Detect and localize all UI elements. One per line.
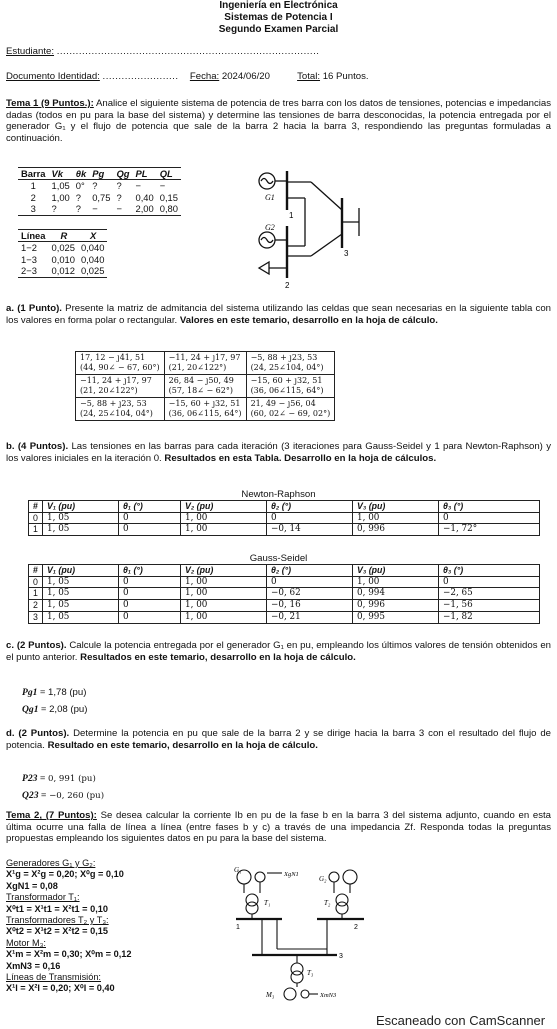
col-theta1: θ₁ (°) [119, 501, 181, 513]
data-value: XmN3 = 0,16 [6, 960, 61, 971]
data-heading: Líneas de Transmisión: [6, 972, 101, 983]
table-row: 0 1, 05 0 1, 00 0 1, 00 0 [29, 576, 540, 588]
cell: 1−2 [21, 242, 37, 254]
generator-g2-icon [343, 870, 357, 884]
line-header-x: X [89, 230, 97, 241]
cell: 0,75 [92, 191, 111, 203]
col-v2: V₂ (pu) [181, 501, 267, 513]
pg1-label: Pg1 = [22, 687, 46, 698]
part-a-text: Presente la matriz de admitancia del sistema utilizando las celdas que sean necesarias en la siguiente tabla con los valores en forma polar o rectangular. [6, 303, 551, 326]
q23-answer [22, 790, 104, 802]
data-value: X⁰t2 = X¹t2 = X²t2 = 0,15 [6, 926, 108, 937]
cell: ? [116, 180, 122, 192]
part-b-bold: Resultados en esta Tabla. Desarrollo en la hoja de cálculos. [164, 452, 437, 464]
ybus-cell-12: −11, 24 + ȷ17, 97 (21, 20∠122°) [164, 352, 246, 375]
line-row [18, 265, 107, 277]
cell: 0,025 [51, 242, 75, 254]
nr-table-wrap [28, 500, 540, 536]
m3-label: M₃ [266, 991, 275, 999]
cell: 1−3 [21, 253, 37, 265]
ybus-table [75, 351, 335, 421]
bus-header-thetak: θk [75, 168, 87, 179]
p23-answer [22, 773, 96, 785]
cell: 0,40 [135, 191, 154, 203]
cell: 0,040 [80, 253, 105, 265]
bus1-label: 1 [236, 924, 240, 931]
cell: 3 [30, 203, 36, 215]
col-v1: V₁ (pu) [43, 501, 119, 513]
exam-header [0, 0, 557, 36]
ybus-cell-31: −5, 88 + ȷ23, 53 (24, 25∠104, 04°) [76, 398, 165, 421]
cell: − [92, 203, 98, 215]
nr-title: Newton-Raphson [241, 489, 316, 500]
tema1-title: Tema 1 (9 Puntos.): [6, 98, 94, 109]
bus-header-ql: QL [159, 168, 173, 179]
table-row: 1 1, 05 0 1, 00 −0, 14 0, 996 −1, 72° [29, 524, 540, 536]
data-heading: Motor M₃: [6, 937, 46, 948]
fault-system-diagram [222, 863, 374, 1005]
ybus-cell-11: 17, 12 − ȷ41, 51 (44, 90∠ − 67, 60°) [76, 352, 165, 375]
t1-label: T₁ [264, 899, 271, 907]
line-row [18, 254, 107, 265]
bus-row [18, 192, 181, 203]
cell: 1 [30, 180, 36, 192]
col-theta2: θ₂ (°) [267, 501, 353, 513]
doc-row [6, 71, 551, 83]
g1-label: G₁ [234, 866, 242, 874]
g1-label: G1 [265, 193, 275, 202]
scanner-watermark: Escaneado con CamScanner [376, 1013, 546, 1028]
t2-label: T₂ [324, 899, 331, 907]
part-a-label: a. (1 Punto). [6, 303, 62, 314]
line-row [18, 242, 107, 254]
bus1-label: 1 [289, 211, 294, 220]
qg1-value: 2,08 (pu) [49, 704, 88, 715]
total-label: Total: [297, 71, 321, 82]
cell: 0,15 [159, 191, 178, 203]
part-c-label: c. (2 Puntos). [6, 640, 67, 651]
bus-header-vk: Vk [51, 168, 63, 179]
header-course: Sistemas de Potencia I [224, 12, 333, 23]
ybus-cell-32: −15, 60 + ȷ32, 51 (36, 06∠115, 64°) [164, 398, 246, 421]
cell: 0,025 [80, 265, 105, 277]
line-header-r: R [60, 230, 68, 241]
cell: ? [51, 203, 57, 215]
cell: 1,05 [51, 180, 70, 192]
col-theta3: θ₃ (°) [439, 501, 540, 513]
cell: − [116, 203, 122, 215]
load-arrow-icon [259, 262, 269, 274]
part-b-text: Las tensiones en las barras para cada iteración (3 iteraciones para Gauss-Seidel y 1 para Newton-Raphson) y los valores iniciales en la iteración 0. [6, 441, 551, 464]
part-d-paragraph [6, 728, 551, 751]
part-a-paragraph [6, 303, 551, 326]
ybus-row-3 [76, 398, 335, 421]
tema2-paragraph [6, 810, 551, 845]
bus-header-pg: Pg [92, 168, 105, 179]
ybus-cell-13: −5, 88 + ȷ23, 53 (24, 25∠104, 04°) [246, 352, 335, 375]
data-value: X⁰t1 = X¹t1 = X²t1 = 0,10 [6, 903, 108, 914]
line-data-table-wrap [18, 229, 107, 278]
doc-label: Documento Identidad: [6, 71, 100, 82]
xgn1-label: XgN1 [284, 871, 299, 878]
data-value: X¹m = X²m = 0,30; X⁰m = 0,12 [6, 949, 132, 960]
bus-header-barra: Barra [21, 168, 46, 179]
ybus-cell-21: −11, 24 + ȷ17, 97 (21, 20∠122°) [76, 375, 165, 398]
data-heading: Transformador T₁: [6, 892, 80, 903]
cell: 0,80 [159, 203, 178, 215]
col-index: # [29, 565, 43, 577]
cell: 0,012 [51, 265, 75, 277]
cell: ? [116, 191, 122, 203]
part-b-paragraph [6, 441, 551, 464]
bus-data-table-wrap [18, 167, 181, 216]
bus-header-qg: Qg [116, 168, 130, 179]
cell: 0,040 [80, 242, 105, 254]
cell: ? [92, 180, 98, 192]
student-label: Estudiante: [6, 46, 55, 57]
ybus-cell-22: 26, 84 − ȷ50, 49 (57, 18∠ − 62°) [164, 375, 246, 398]
tema1-text: Analice el siguiente sistema de potencia de tres barra con los datos de tensiones, potencias e impedancias dadas (todos en pu para la base del sistema) y determine las tensiones de barra desconocidas, la potencia entregada por el generador G₁ y el flujo de potencia que sale de la barra 2 hacia la barra 3, respondiendo las preguntas formuladas a continuación. [6, 98, 552, 145]
t3-label: T₃ [307, 969, 314, 977]
xmn3-label: XmN3 [320, 992, 337, 999]
doc-dots: ........................ [102, 71, 179, 82]
date-label: Fecha: [189, 71, 220, 82]
table-row: 0 1, 05 0 1, 00 0 1, 00 0 [29, 512, 540, 524]
motor-m3-icon [284, 988, 296, 1000]
gs-title: Gauss-Seidel [249, 553, 308, 564]
header-exam: Segundo Examen Parcial [218, 24, 339, 35]
data-value: X¹g = X²g = 0,20; X⁰g = 0,10 [6, 869, 124, 880]
bus-row [18, 180, 181, 192]
ybus-cell-23: −15, 60 + ȷ32, 51 (36, 06∠115, 64°) [246, 375, 335, 398]
p23-value: 0, 991 (pu) [48, 774, 96, 784]
col-theta1: θ₁ (°) [119, 565, 181, 577]
tema1-paragraph [6, 98, 551, 145]
bus2-label: 2 [285, 281, 290, 290]
data-value: XgN1 = 0,08 [6, 880, 58, 891]
ybus-row-1 [76, 352, 335, 375]
col-theta3: θ₃ (°) [439, 565, 540, 577]
bus-data-table [18, 167, 181, 216]
part-d-text: Determine la potencia en pu que sale de la barra 2 y se dirige hacia la barra 3 con el resultado del flujo de potencia. [6, 728, 551, 751]
part-a-bold: Valores en este temario, desarrollo en la hoja de cálculo. [179, 314, 438, 326]
q23-value: −0, 260 (pu) [49, 791, 105, 801]
cell: ? [75, 203, 81, 215]
ybus-row-2 [76, 375, 335, 398]
cell: 1,00 [51, 191, 70, 203]
gauss-seidel-table [28, 564, 540, 624]
data-heading: Generadores G₁ y G₂: [6, 858, 96, 868]
bus2-label: 2 [354, 924, 358, 931]
qg1-label: Qg1 = [22, 704, 47, 715]
p23-label: P23 = [22, 773, 46, 784]
table-row: 1 1, 05 0 1, 00 −0, 62 0, 994 −2, 65 [29, 588, 540, 600]
cell: ? [75, 191, 81, 203]
data-heading: Transformadores T₂ y T₃: [6, 915, 109, 926]
student-row [6, 46, 551, 58]
pg1-answer [22, 687, 86, 699]
cell: 2,00 [135, 203, 154, 215]
newton-raphson-table [28, 500, 540, 536]
header-institution: Ingeniería en Electrónica [219, 0, 338, 11]
cell: − [159, 180, 166, 192]
col-v3: V₃ (pu) [353, 565, 439, 577]
ybus-cell-33: 21, 49 − ȷ56, 04 (60, 02∠ − 69, 02°) [246, 398, 335, 421]
tema2-title: Tema 2, (7 Puntos): [6, 810, 97, 821]
pg1-value: 1,78 (pu) [48, 687, 87, 698]
cell: 0,010 [51, 253, 75, 265]
cell: 2 [30, 191, 36, 203]
bus-header-pl: PL [135, 168, 148, 179]
cell: − [135, 180, 141, 192]
tema2-text: Se desea calcular la corriente Ib en pu de la fase b en la barra 3 del sistema adjunto, cuando en esta última ocurre una falla de línea a línea (entre fases b y c) a través de una impedancia Zf. Responda todas la preguntas propuestas empleando los siguientes datos en pu para la base del sistema. [6, 810, 552, 845]
part-c-text: Calcule la potencia entregada por el generador G₁ en pu, empleando los últimos valores de tensión obtenidos en el punto anterior. [6, 640, 551, 663]
ybus-table-wrap [75, 351, 335, 421]
col-v2: V₂ (pu) [181, 565, 267, 577]
tema2-data-list [6, 858, 206, 995]
q23-label: Q23 = [22, 790, 47, 801]
three-bus-diagram [255, 168, 380, 293]
line-header-linea: Línea [21, 230, 46, 241]
qg1-answer [22, 704, 87, 716]
student-dots: ................................................................................... [56, 46, 320, 57]
part-d-label: d. (2 Puntos). [6, 728, 70, 739]
cell: 0° [75, 180, 85, 192]
line-data-table [18, 229, 107, 278]
table-row: 2 1, 05 0 1, 00 −0, 16 0, 996 −1, 56 [29, 600, 540, 612]
part-d-bold: Resultado en este temario, desarrollo en la hoja de cálculo. [47, 739, 318, 751]
date-value: 2024/06/20 [221, 71, 270, 82]
g2-label: G2 [265, 223, 275, 232]
g2-label: G₂ [319, 875, 327, 883]
data-value: X¹l = X²l = 0,20; X⁰l = 0,40 [6, 983, 115, 994]
bus3-label: 3 [339, 953, 343, 960]
col-v1: V₁ (pu) [43, 565, 119, 577]
bus3-label: 3 [344, 249, 349, 258]
total-value: 16 Puntos. [322, 71, 369, 82]
cell: 2−3 [21, 265, 37, 277]
col-theta2: θ₂ (°) [267, 565, 353, 577]
gs-table-wrap [28, 564, 540, 624]
bus-row [18, 203, 181, 215]
col-v3: V₃ (pu) [353, 501, 439, 513]
part-b-label: b. (4 Puntos). [6, 441, 69, 452]
part-c-paragraph [6, 640, 551, 663]
table-row: 3 1, 05 0 1, 00 −0, 21 0, 995 −1, 82 [29, 611, 540, 623]
col-index: # [29, 501, 43, 513]
part-c-bold: Resultados en este temario, desarrollo en la hoja de cálculo. [80, 651, 356, 663]
